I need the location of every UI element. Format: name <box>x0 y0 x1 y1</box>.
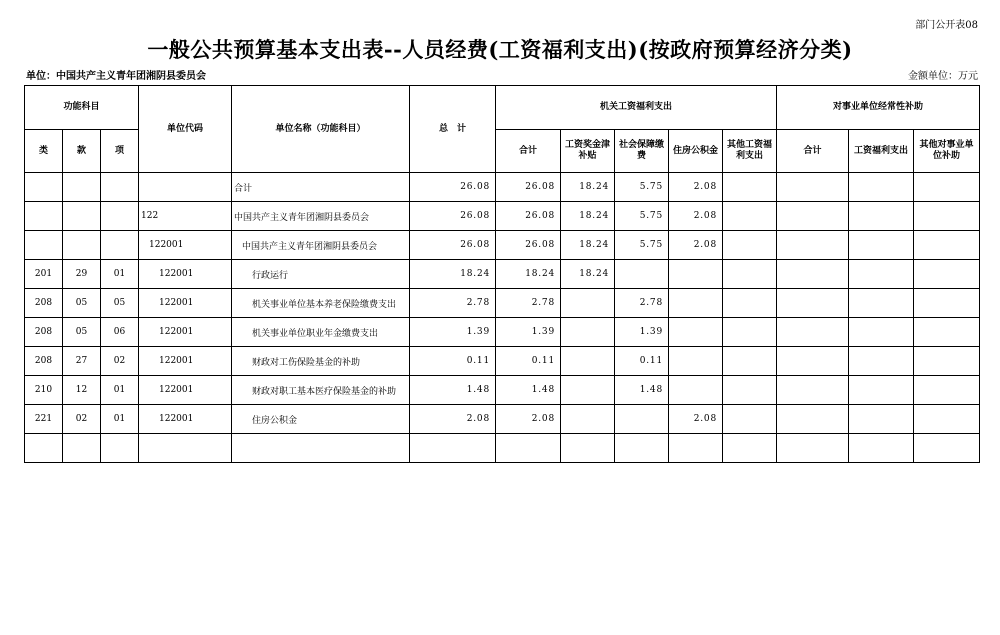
cell-section: 05 <box>63 289 101 318</box>
cell-g1-housing <box>669 347 723 376</box>
cell-g1-housing: 2.08 <box>669 231 723 260</box>
cell-g2-other <box>914 202 980 231</box>
cell-g1-total: 1.48 <box>496 376 561 405</box>
cell-class: 210 <box>25 376 63 405</box>
cell-g2-total <box>777 347 849 376</box>
header-g2-total: 合计 <box>777 130 849 173</box>
cell-item <box>101 231 139 260</box>
cell-class <box>25 231 63 260</box>
cell-g1-total: 26.08 <box>496 202 561 231</box>
cell-total: 26.08 <box>410 231 496 260</box>
cell-g1-housing <box>669 260 723 289</box>
budget-table <box>24 85 980 463</box>
cell-class: 201 <box>25 260 63 289</box>
cell-unit-name: 机关事业单位基本养老保险缴费支出 <box>232 289 410 318</box>
cell-g1-other <box>723 260 777 289</box>
cell-g1-salary: 18.24 <box>561 231 615 260</box>
cell-unit-code <box>139 434 232 463</box>
cell-total: 18.24 <box>410 260 496 289</box>
cell-section: 02 <box>63 405 101 434</box>
table-row <box>25 202 980 231</box>
table-header <box>25 86 980 173</box>
cell-g1-other <box>723 434 777 463</box>
cell-unit-name: 合计 <box>232 173 410 202</box>
cell-g1-salary: 18.24 <box>561 202 615 231</box>
header-class: 类 <box>25 130 63 173</box>
cell-g2-total <box>777 434 849 463</box>
cell-g1-housing <box>669 289 723 318</box>
cell-section <box>63 202 101 231</box>
cell-section: 05 <box>63 318 101 347</box>
cell-unit-code: 122001 <box>139 231 232 260</box>
cell-total: 26.08 <box>410 202 496 231</box>
cell-item: 01 <box>101 376 139 405</box>
cell-g2-welfare <box>849 318 914 347</box>
cell-unit-name: 住房公积金 <box>232 405 410 434</box>
cell-section: 27 <box>63 347 101 376</box>
header-total: 总 计 <box>410 86 496 173</box>
cell-g2-welfare <box>849 434 914 463</box>
cell-unit-code: 122001 <box>139 289 232 318</box>
cell-g1-salary <box>561 376 615 405</box>
cell-g1-other <box>723 376 777 405</box>
cell-g2-other <box>914 231 980 260</box>
cell-g1-social: 5.75 <box>615 202 669 231</box>
table-row <box>25 231 980 260</box>
cell-unit-code: 122001 <box>139 376 232 405</box>
cell-g1-salary <box>561 318 615 347</box>
table-row <box>25 347 980 376</box>
header-g1-other: 其他工资福利支出 <box>723 130 777 173</box>
cell-unit-code: 122001 <box>139 260 232 289</box>
cell-g2-welfare <box>849 347 914 376</box>
cell-g1-salary <box>561 347 615 376</box>
header-g1-total: 合计 <box>496 130 561 173</box>
cell-total: 1.48 <box>410 376 496 405</box>
header-g2-welfare: 工资福利支出 <box>849 130 914 173</box>
cell-g2-welfare <box>849 376 914 405</box>
cell-g1-social: 0.11 <box>615 347 669 376</box>
cell-g2-other <box>914 347 980 376</box>
cell-unit-name <box>232 434 410 463</box>
cell-g2-total <box>777 289 849 318</box>
header-g1-social: 社会保障缴费 <box>615 130 669 173</box>
cell-unit-code <box>139 173 232 202</box>
cell-g1-social: 1.39 <box>615 318 669 347</box>
cell-item <box>101 173 139 202</box>
table-row <box>25 289 980 318</box>
cell-g2-total <box>777 202 849 231</box>
cell-unit-name: 机关事业单位职业年金缴费支出 <box>232 318 410 347</box>
cell-g1-total: 26.08 <box>496 231 561 260</box>
cell-total: 26.08 <box>410 173 496 202</box>
header-section: 款 <box>63 130 101 173</box>
cell-total: 0.11 <box>410 347 496 376</box>
cell-unit-name: 财政对职工基本医疗保险基金的补助 <box>232 376 410 405</box>
cell-g1-salary <box>561 405 615 434</box>
cell-unit-code: 122001 <box>139 405 232 434</box>
cell-g2-other <box>914 289 980 318</box>
header-group-subsidy: 对事业单位经常性补助 <box>777 86 980 130</box>
cell-section <box>63 434 101 463</box>
cell-g2-other <box>914 173 980 202</box>
cell-g1-housing <box>669 376 723 405</box>
cell-unit-name: 中国共产主义青年团湘阴县委员会 <box>232 202 410 231</box>
cell-g2-total <box>777 173 849 202</box>
cell-g2-other <box>914 405 980 434</box>
cell-g1-social: 2.78 <box>615 289 669 318</box>
cell-item: 01 <box>101 260 139 289</box>
cell-unit-code: 122001 <box>139 318 232 347</box>
table-row <box>25 405 980 434</box>
cell-total: 2.08 <box>410 405 496 434</box>
cell-section <box>63 231 101 260</box>
cell-g2-other <box>914 376 980 405</box>
cell-item <box>101 434 139 463</box>
cell-g1-social <box>615 405 669 434</box>
header-item: 项 <box>101 130 139 173</box>
cell-g2-welfare <box>849 260 914 289</box>
cell-g1-salary: 18.24 <box>561 173 615 202</box>
unit-label: 单位：中国共产主义青年团湘阴县委员会 <box>26 71 206 82</box>
cell-item: 01 <box>101 405 139 434</box>
table-row <box>25 173 980 202</box>
cell-g1-housing <box>669 318 723 347</box>
cell-g1-total <box>496 434 561 463</box>
cell-section: 29 <box>63 260 101 289</box>
cell-g1-social: 1.48 <box>615 376 669 405</box>
cell-g1-total: 1.39 <box>496 318 561 347</box>
cell-class: 208 <box>25 289 63 318</box>
cell-g1-total: 26.08 <box>496 173 561 202</box>
cell-g2-other <box>914 260 980 289</box>
document-code: 部门公开表08 <box>915 20 978 31</box>
cell-class: 208 <box>25 347 63 376</box>
cell-g1-social <box>615 260 669 289</box>
cell-g2-welfare <box>849 289 914 318</box>
table-row-empty <box>25 434 980 463</box>
table-row <box>25 318 980 347</box>
cell-g1-housing <box>669 434 723 463</box>
cell-g1-housing: 2.08 <box>669 405 723 434</box>
cell-g1-other <box>723 231 777 260</box>
cell-g2-total <box>777 405 849 434</box>
cell-section <box>63 173 101 202</box>
cell-g1-other <box>723 202 777 231</box>
cell-item: 06 <box>101 318 139 347</box>
cell-total <box>410 434 496 463</box>
cell-g1-social <box>615 434 669 463</box>
cell-g2-other <box>914 434 980 463</box>
cell-g1-other <box>723 173 777 202</box>
cell-g1-housing: 2.08 <box>669 173 723 202</box>
cell-g2-total <box>777 318 849 347</box>
table-row <box>25 376 980 405</box>
cell-g1-social: 5.75 <box>615 231 669 260</box>
cell-total: 2.78 <box>410 289 496 318</box>
cell-g1-other <box>723 347 777 376</box>
cell-g2-total <box>777 231 849 260</box>
header-g1-housing: 住房公积金 <box>669 130 723 173</box>
cell-class <box>25 434 63 463</box>
cell-class: 208 <box>25 318 63 347</box>
cell-g1-other <box>723 405 777 434</box>
cell-total: 1.39 <box>410 318 496 347</box>
cell-g2-total <box>777 376 849 405</box>
cell-g2-other <box>914 318 980 347</box>
header-unit-name: 单位名称（功能科目） <box>232 86 410 173</box>
cell-section: 12 <box>63 376 101 405</box>
cell-g1-total: 18.24 <box>496 260 561 289</box>
cell-unit-name: 中国共产主义青年团湘阴县委员会 <box>232 231 410 260</box>
cell-g1-salary: 18.24 <box>561 260 615 289</box>
cell-g2-total <box>777 260 849 289</box>
cell-unit-code: 122001 <box>139 347 232 376</box>
cell-item: 05 <box>101 289 139 318</box>
cell-g1-housing: 2.08 <box>669 202 723 231</box>
cell-g1-other <box>723 318 777 347</box>
header-func-subject: 功能科目 <box>25 86 139 130</box>
table-body <box>25 173 980 463</box>
cell-g1-total: 2.08 <box>496 405 561 434</box>
cell-g2-welfare <box>849 231 914 260</box>
cell-g1-total: 0.11 <box>496 347 561 376</box>
cell-item <box>101 202 139 231</box>
cell-g1-total: 2.78 <box>496 289 561 318</box>
header-unit-code: 单位代码 <box>139 86 232 173</box>
cell-class <box>25 202 63 231</box>
cell-g1-social: 5.75 <box>615 173 669 202</box>
cell-class: 221 <box>25 405 63 434</box>
table-row <box>25 260 980 289</box>
cell-g1-other <box>723 289 777 318</box>
cell-g1-salary <box>561 289 615 318</box>
header-group-staff-welfare: 机关工资福利支出 <box>496 86 777 130</box>
cell-g2-welfare <box>849 202 914 231</box>
cell-unit-name: 行政运行 <box>232 260 410 289</box>
cell-g2-welfare <box>849 173 914 202</box>
cell-unit-name: 财政对工伤保险基金的补助 <box>232 347 410 376</box>
cell-g1-salary <box>561 434 615 463</box>
header-g1-salary: 工资奖金津补贴 <box>561 130 615 173</box>
money-unit-label: 金额单位：万元 <box>908 71 978 82</box>
cell-g2-welfare <box>849 405 914 434</box>
cell-class <box>25 173 63 202</box>
page-title: 一般公共预算基本支出表--人员经费(工资福利支出)(按政府预算经济分类) <box>147 37 853 62</box>
cell-item: 02 <box>101 347 139 376</box>
cell-unit-code: 122 <box>139 202 232 231</box>
header-g2-other: 其他对事业单位补助 <box>914 130 980 173</box>
